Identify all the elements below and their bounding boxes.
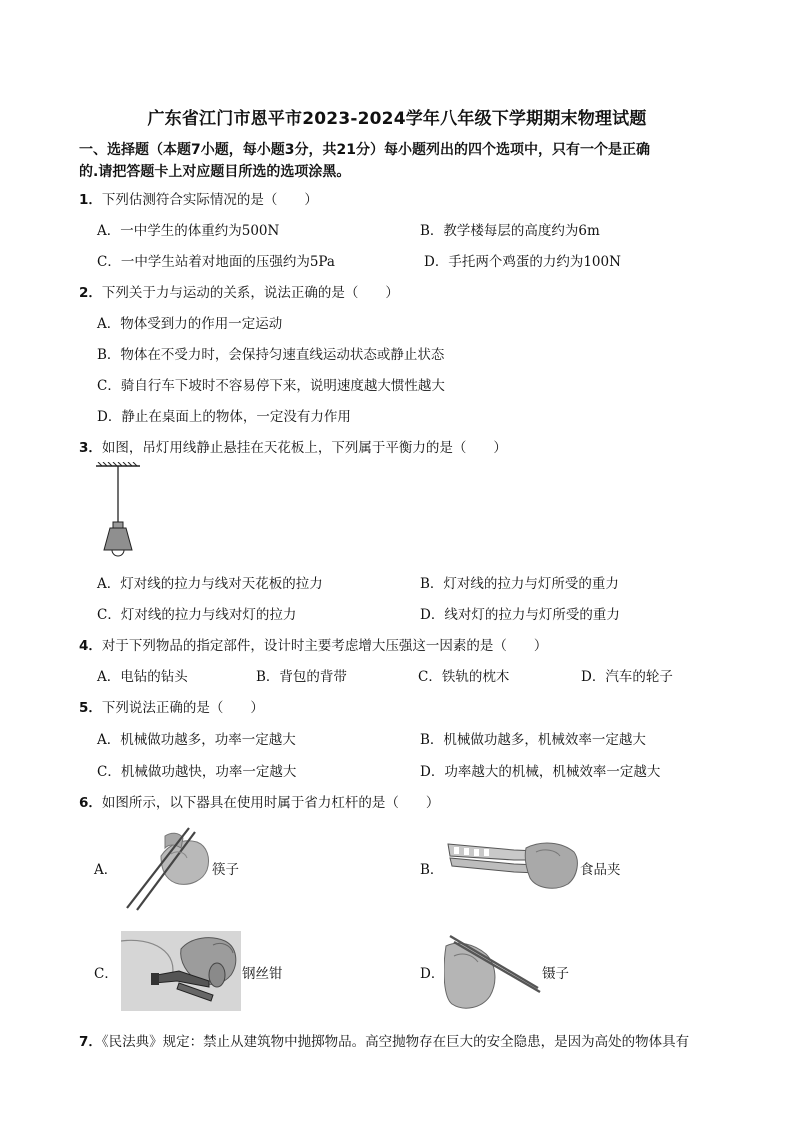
question-text: 下列估测符合实际情况的是（ ） — [101, 192, 318, 208]
q6-caption-a: 筷子 — [212, 862, 239, 878]
question-3 — [79, 436, 507, 456]
q3-option-b: B．灯对线的拉力与灯所受的重力 — [420, 576, 619, 592]
question-4 — [79, 634, 547, 654]
question-1 — [79, 188, 318, 208]
q4-option-a: A．电钻的钻头 — [97, 669, 188, 685]
section-heading-line2: 的.请把答题卡上对应题目所选的选项涂黑。 — [79, 164, 351, 180]
question-text: 如图，吊灯用线静止悬挂在天花板上，下列属于平衡力的是（ ） — [101, 440, 507, 456]
page-title: 广东省江门市恩平市2023-2024学年八年级下学期期末物理试题 — [147, 109, 647, 129]
q6-option-c: C． — [94, 966, 118, 982]
q1-option-a: A．一中学生的体重约为500N — [97, 223, 280, 239]
q6-option-d: D． — [420, 966, 445, 982]
q5-option-a: A．机械做功越多，功率一定越大 — [97, 732, 296, 748]
q2-option-b: B．物体在不受力时，会保持匀速直线运动状态或静止状态 — [97, 347, 445, 363]
q1-option-b: B．教学楼每层的高度约为6m — [420, 223, 600, 239]
q5-option-c: C．机械做功越快，功率一定越大 — [97, 764, 297, 780]
q6-option-b: B． — [420, 862, 444, 878]
question-number: 6． — [79, 795, 102, 811]
q1-option-d: D．手托两个鸡蛋的力约为100N — [424, 254, 621, 270]
q6-caption-c: 钢丝钳 — [242, 966, 283, 982]
question-number: 1． — [79, 192, 102, 208]
question-7 — [79, 1030, 689, 1050]
question-2 — [79, 281, 399, 301]
question-number: 5． — [79, 700, 102, 716]
question-text: 下列关于力与运动的关系，说法正确的是（ ） — [101, 285, 399, 301]
q4-option-d: D．汽车的轮子 — [581, 669, 673, 685]
q4-option-c: C．铁轨的枕木 — [418, 669, 510, 685]
q6-caption-d: 镊子 — [542, 966, 569, 982]
question-5 — [79, 696, 264, 716]
q3-option-c: C．灯对线的拉力与线对灯的拉力 — [97, 607, 297, 623]
question-text: 下列说法正确的是（ ） — [101, 700, 264, 716]
q5-option-b: B．机械做功越多，机械效率一定越大 — [420, 732, 646, 748]
question-number: 2． — [79, 285, 102, 301]
question-text: 如图所示，以下器具在使用时属于省力杠杆的是（ ） — [101, 795, 440, 811]
q2-option-c: C．骑自行车下坡时不容易停下来，说明速度越大惯性越大 — [97, 378, 445, 394]
q6-option-a: A． — [94, 862, 118, 878]
question-6 — [79, 791, 439, 811]
q2-option-a: A．物体受到力的作用一定运动 — [97, 316, 283, 332]
q3-option-d: D．线对灯的拉力与灯所受的重力 — [420, 607, 620, 623]
hanging-lamp-figure — [94, 462, 144, 560]
question-text: 《民法典》规定：禁止从建筑物中抛掷物品。高空抛物存在巨大的安全隐患，是因为高处的物体具有 — [101, 1034, 690, 1050]
q3-option-a: A．灯对线的拉力与线对天花板的拉力 — [97, 576, 323, 592]
pliers-picture — [121, 931, 241, 1011]
q1-option-c: C．一中学生站着对地面的压强约为5Pa — [97, 254, 335, 270]
question-text: 对于下列物品的指定部件，设计时主要考虑增大压强这一因素的是（ ） — [101, 638, 548, 654]
food-tongs-picture — [444, 830, 582, 898]
question-number: 3． — [79, 440, 102, 456]
q4-option-b: B．背包的背带 — [256, 669, 347, 685]
section-heading-line1: 一、选择题（本题7小题，每小题3分，共21分）每小题列出的四个选项中，只有一个是正确 — [79, 142, 650, 158]
q5-option-d: D．功率越大的机械，机械效率一定越大 — [420, 764, 661, 780]
q2-option-d: D．静止在桌面上的物体，一定没有力作用 — [97, 409, 351, 425]
question-number: 4． — [79, 638, 102, 654]
chopsticks-picture — [121, 826, 213, 912]
question-number: 7． — [79, 1034, 102, 1050]
q6-caption-b: 食品夹 — [580, 862, 621, 878]
tweezers-picture — [444, 932, 542, 1012]
